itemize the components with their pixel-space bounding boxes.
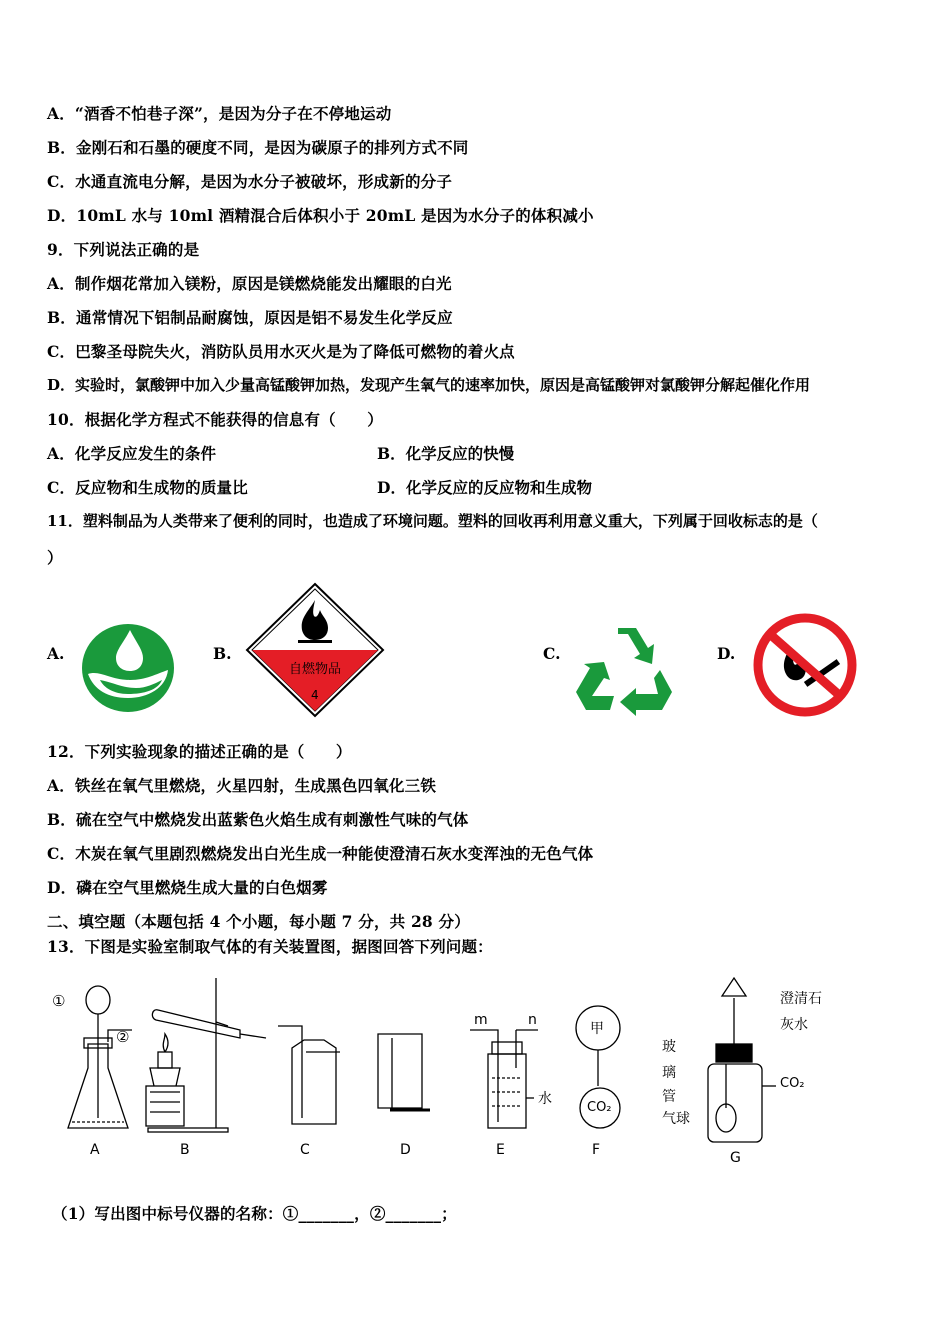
q13-part-1: （1）写出图中标号仪器的名称：①_______，②_______； xyxy=(52,1204,457,1223)
q11-stem-end: ） xyxy=(47,548,63,567)
q8-option-d: D．10mL 水与 10ml 酒精混合后体积小于 20mL 是因为水分子的体积减小 xyxy=(47,206,594,225)
label-limewater-2: 灰水 xyxy=(780,1017,808,1033)
q11-label-b: B. xyxy=(213,644,232,663)
label-co2-f: CO₂ xyxy=(587,1100,612,1115)
sign-b-number: 4 xyxy=(311,688,319,702)
label-co2-g: CO₂ xyxy=(780,1076,805,1091)
apparatus-label-f: F xyxy=(592,1142,601,1158)
sign-b-text: 自燃物品 xyxy=(289,662,342,677)
label-water: 水 xyxy=(538,1091,552,1107)
q12-option-c: C．木炭在氧气里剧烈燃烧发出白光生成一种能使澄清石灰水变浑浊的无色气体 xyxy=(47,844,594,863)
q10-stem: 10．根据化学方程式不能获得的信息有（ ） xyxy=(47,410,383,429)
label-m: m xyxy=(474,1012,488,1028)
q11-label-d: D. xyxy=(717,644,736,663)
apparatus-label-d: D xyxy=(400,1142,411,1158)
q9-stem: 9．下列说法正确的是 xyxy=(47,240,200,259)
q11-label-a: A. xyxy=(47,644,65,663)
marker-1: ① xyxy=(52,992,66,1010)
label-glass-3: 管 xyxy=(662,1089,676,1105)
q11-label-c: C. xyxy=(543,644,561,663)
q12-option-a: A．铁丝在氧气里燃烧，火星四射，生成黑色四氧化三铁 xyxy=(47,776,437,795)
apparatus-label-a: A xyxy=(90,1142,100,1158)
q10-option-b: B．化学反应的快慢 xyxy=(377,444,515,463)
label-balloon: 气球 xyxy=(662,1111,690,1127)
apparatus-label-b: B xyxy=(180,1142,190,1158)
no-fire-sign-icon xyxy=(750,612,860,718)
q10-option-d: D．化学反应的反应物和生成物 xyxy=(377,478,592,497)
q8-option-b: B．金刚石和石墨的硬度不同，是因为碳原子的排列方式不同 xyxy=(47,138,469,157)
q9-option-b: B．通常情况下铝制品耐腐蚀，原因是铝不易发生化学反应 xyxy=(47,308,453,327)
q11-stem: 11．塑料制品为人类带来了便利的同时，也造成了环境问题。塑料的回收再利用意义重大，下列属于回收标志的是（ xyxy=(47,512,818,530)
apparatus-label-g: G xyxy=(730,1150,741,1166)
q8-option-c: C．水通直流电分解，是因为水分子被破坏，形成新的分子 xyxy=(47,172,453,191)
q8-option-a: A．“酒香不怕巷子深”，是因为分子在不停地运动 xyxy=(47,104,392,123)
label-glass-2: 璃 xyxy=(662,1065,676,1081)
label-limewater-1: 澄清石 xyxy=(780,991,822,1007)
marker-2: ② xyxy=(116,1028,130,1046)
q10-option-a: A．化学反应发生的条件 xyxy=(47,444,217,463)
q12-option-d: D．磷在空气里燃烧生成大量的白色烟雾 xyxy=(47,878,328,897)
q9-option-d: D．实验时，氯酸钾中加入少量高锰酸钾加热，发现产生氧气的速率加快，原因是高锰酸钾对氯酸钾分解起催化作用 xyxy=(47,376,811,394)
water-saving-sign-icon xyxy=(80,622,176,714)
section-2-heading: 二、填空题（本题包括 4 个小题，每小题 7 分，共 28 分） xyxy=(47,912,470,931)
q9-option-c: C．巴黎圣母院失火，消防队员用水灭火是为了降低可燃物的着火点 xyxy=(47,342,515,361)
apparatus-label-c: C xyxy=(300,1142,310,1158)
recycling-sign-icon xyxy=(574,622,680,716)
label-jia: 甲 xyxy=(590,1021,604,1037)
q13-stem: 13．下图是实验室制取气体的有关装置图，据图回答下列问题： xyxy=(47,937,493,956)
q12-option-b: B．硫在空气中燃烧发出蓝紫色火焰生成有刺激性气味的气体 xyxy=(47,810,469,829)
label-n: n xyxy=(528,1012,537,1028)
q10-option-c: C．反应物和生成物的质量比 xyxy=(47,478,248,497)
apparatus-diagram xyxy=(40,968,870,1168)
apparatus-label-e: E xyxy=(496,1142,505,1158)
label-glass-1: 玻 xyxy=(662,1039,676,1055)
q9-option-a: A．制作烟花常加入镁粉，原因是镁燃烧能发出耀眼的白光 xyxy=(47,274,452,293)
q12-stem: 12．下列实验现象的描述正确的是（ ） xyxy=(47,742,352,761)
